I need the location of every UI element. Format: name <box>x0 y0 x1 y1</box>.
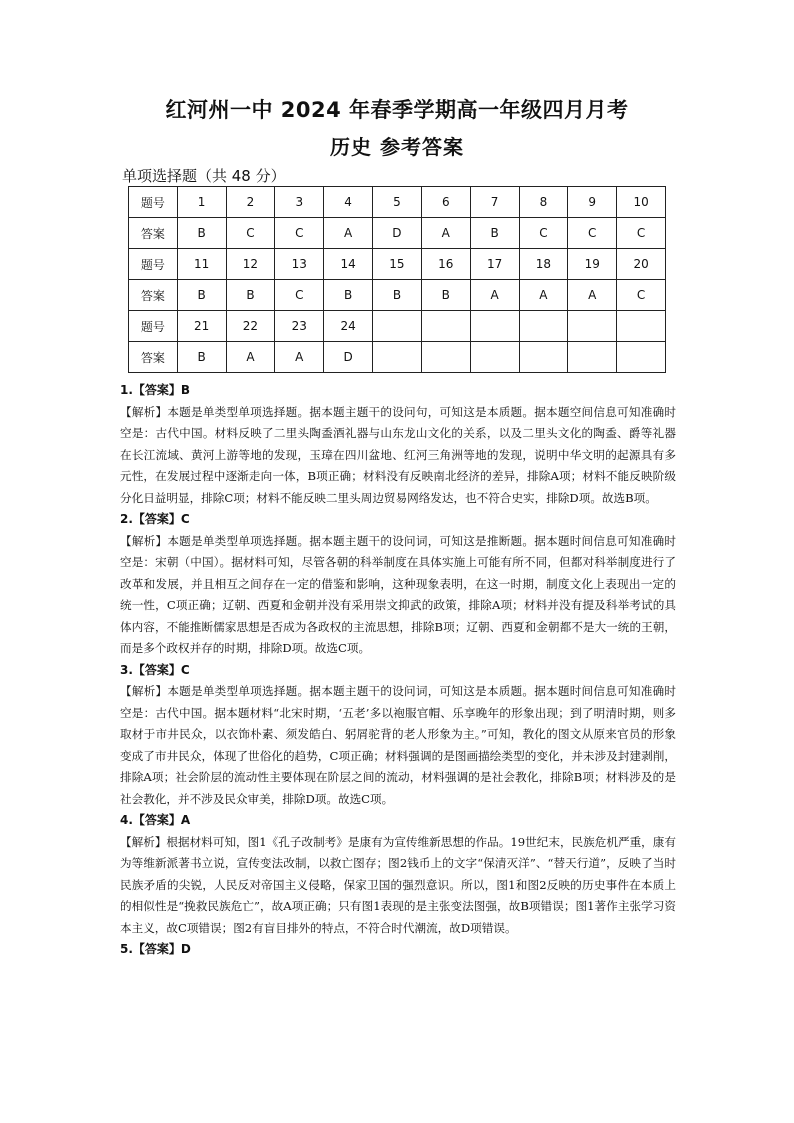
empty-cell <box>568 342 617 373</box>
answer-cell: A <box>568 280 617 311</box>
answer-cell: B <box>177 218 226 249</box>
empty-cell <box>519 342 568 373</box>
table-row-numbers <box>129 249 666 280</box>
answer-cell: C <box>568 218 617 249</box>
answer-cell: C <box>617 280 666 311</box>
table-row-answers <box>129 280 666 311</box>
question-number-cell: 3 <box>275 187 324 218</box>
section-label: 单项选择题（共 48 分） <box>122 167 286 185</box>
answer-cell: C <box>275 218 324 249</box>
question-number-cell: 6 <box>421 187 470 218</box>
question-number-cell: 2 <box>226 187 275 218</box>
row-label-number: 题号 <box>129 187 178 218</box>
answer-cell: D <box>373 218 422 249</box>
question-number-cell: 14 <box>324 249 373 280</box>
question-number-cell: 12 <box>226 249 275 280</box>
table-row-numbers <box>129 311 666 342</box>
question-number-cell: 23 <box>275 311 324 342</box>
question-number-cell: 15 <box>373 249 422 280</box>
document-title: 红河州一中 2024 年春季学期高一年级四月月考 <box>165 98 629 122</box>
answer-cell: C <box>519 218 568 249</box>
empty-cell <box>470 342 519 373</box>
question-number-cell: 5 <box>373 187 422 218</box>
table-row-answers <box>129 342 666 373</box>
explanations-section <box>120 380 676 961</box>
question-number-cell: 9 <box>568 187 617 218</box>
empty-cell <box>373 342 422 373</box>
answer-cell: A <box>226 342 275 373</box>
question-number-cell: 10 <box>617 187 666 218</box>
question-number-cell: 18 <box>519 249 568 280</box>
answer-cell: A <box>470 280 519 311</box>
answer-cell: D <box>324 342 373 373</box>
analysis-paragraph-4: 【解析】根据材料可知，图1《孔子改制考》是康有为宣传维新思想的作品。19世纪末，民族危机严重，康有为等维新派著书立说，宣传变法改制，以救亡图存；图2钱币上的文字“保清灭洋”、“替天行道”，反映了当时民族矛盾的尖锐，人民反对帝国主义侵略，保家卫国的强烈意识。所以，图1和图2反映的历史事件在本质上的相似性是“挽救民族危亡”，故A项正确；只有图1表现的是主张变法图强，故B项错误；图1著作主张学习资本主义，故C项错误；图2有盲目排外的特点，不符合时代潮流，故D项错误。 <box>120 834 676 935</box>
question-number-cell: 19 <box>568 249 617 280</box>
answer-cell: C <box>617 218 666 249</box>
answer-cell: B <box>470 218 519 249</box>
table-row-numbers <box>129 187 666 218</box>
answer-cell: B <box>177 342 226 373</box>
question-number-cell: 1 <box>177 187 226 218</box>
question-number-cell: 24 <box>324 311 373 342</box>
answer-table <box>128 186 666 373</box>
question-number-cell: 7 <box>470 187 519 218</box>
empty-cell <box>617 311 666 342</box>
answer-cell: B <box>226 280 275 311</box>
answer-cell: A <box>275 342 324 373</box>
row-label-answer: 答案 <box>129 280 178 311</box>
question-number-cell: 20 <box>617 249 666 280</box>
empty-cell <box>568 311 617 342</box>
answer-cell: B <box>324 280 373 311</box>
answer-heading-5: 5.【答案】D <box>120 942 191 956</box>
document-subtitle: 历史 参考答案 <box>330 135 464 159</box>
analysis-paragraph-1: 【解析】本题是单类型单项选择题。据本题主题干的设问句，可知这是本质题。据本题空间信息可知准确时空是：古代中国。材料反映了二里头陶盉酒礼器与山东龙山文化的关系，以及二里头文化的陶盉、爵等礼器在长江流域、黄河上游等地的发现，玉璋在四川盆地、红河三角洲等地的发现，说明中华文明的起源具有多元性，在发展过程中逐渐走向一体，B项正确；材料没有反映南北经济的差异，排除A项；材料不能反映阶级分化日益明显，排除C项；材料不能反映二里头周边贸易网络发达，也不符合史实，排除D项。故选B项。 <box>120 404 676 505</box>
question-number-cell: 16 <box>421 249 470 280</box>
answer-cell: A <box>519 280 568 311</box>
analysis-paragraph-2: 【解析】本题是单类型单项选择题。据本题主题干的设问词，可知这是推断题。据本题时间信息可知准确时空是：宋朝（中国）。据材料可知，尽管各朝的科举制度在具体实施上可能有所不同，但都对科举制度进行了改革和发展，并且相互之间存在一定的借鉴和影响，这种现象表明，在这一时期，制度文化上表现出一定的统一性，C项正确；辽朝、西夏和金朝并没有采用崇文抑武的政策，排除A项；材料并没有提及科举考试的具体内容，不能推断儒家思想是否成为各政权的主流思想，排除B项；辽朝、西夏和金朝都不是大一统的王朝，而是多个政权并存的时期，排除D项。故选C项。 <box>120 533 676 655</box>
analysis-paragraph-3: 【解析】本题是单类型单项选择题。据本题主题干的设问词，可知这是本质题。据本题时间信息可知准确时空是：古代中国。据本题材料“北宋时期，‘五老’多以袍服官帽、乐享晚年的形象出现；到了明清时期，则多取材于市井民众，以衣饰朴素、须发皓白、躬屑驼背的老人形象为主。”可知，教化的图文从原来官员的形象变成了市井民众，体现了世俗化的趋势，C项正确；材料强调的是图画描绘类型的变化，并未涉及封建剥削，排除A项；社会阶层的流动性主要体现在阶层之间的流动，材料强调的是社会教化，排除B项；材料涉及的是社会教化，并不涉及民众审美，排除D项。故选C项。 <box>120 684 676 806</box>
row-label-answer: 答案 <box>129 218 178 249</box>
empty-cell <box>470 311 519 342</box>
answer-cell: B <box>177 280 226 311</box>
question-number-cell: 13 <box>275 249 324 280</box>
question-number-cell: 22 <box>226 311 275 342</box>
answer-heading-3: 3.【答案】C <box>120 662 190 677</box>
answer-cell: A <box>324 218 373 249</box>
empty-cell <box>617 342 666 373</box>
answer-cell: A <box>421 218 470 249</box>
empty-cell <box>421 342 470 373</box>
answer-heading-4: 4.【答案】A <box>120 813 191 827</box>
row-label-number: 题号 <box>129 249 178 280</box>
table-row-answers <box>129 218 666 249</box>
row-label-answer: 答案 <box>129 342 178 373</box>
question-number-cell: 4 <box>324 187 373 218</box>
answer-heading-1: 1.【答案】B <box>120 383 191 397</box>
question-number-cell: 8 <box>519 187 568 218</box>
empty-cell <box>519 311 568 342</box>
question-number-cell: 17 <box>470 249 519 280</box>
answer-cell: C <box>226 218 275 249</box>
question-number-cell: 21 <box>177 311 226 342</box>
question-number-cell: 11 <box>177 249 226 280</box>
answer-cell: B <box>421 280 470 311</box>
empty-cell <box>421 311 470 342</box>
answer-cell: B <box>373 280 422 311</box>
answer-heading-2: 2.【答案】C <box>120 512 190 526</box>
row-label-number: 题号 <box>129 311 178 342</box>
empty-cell <box>373 311 422 342</box>
answer-cell: C <box>275 280 324 311</box>
